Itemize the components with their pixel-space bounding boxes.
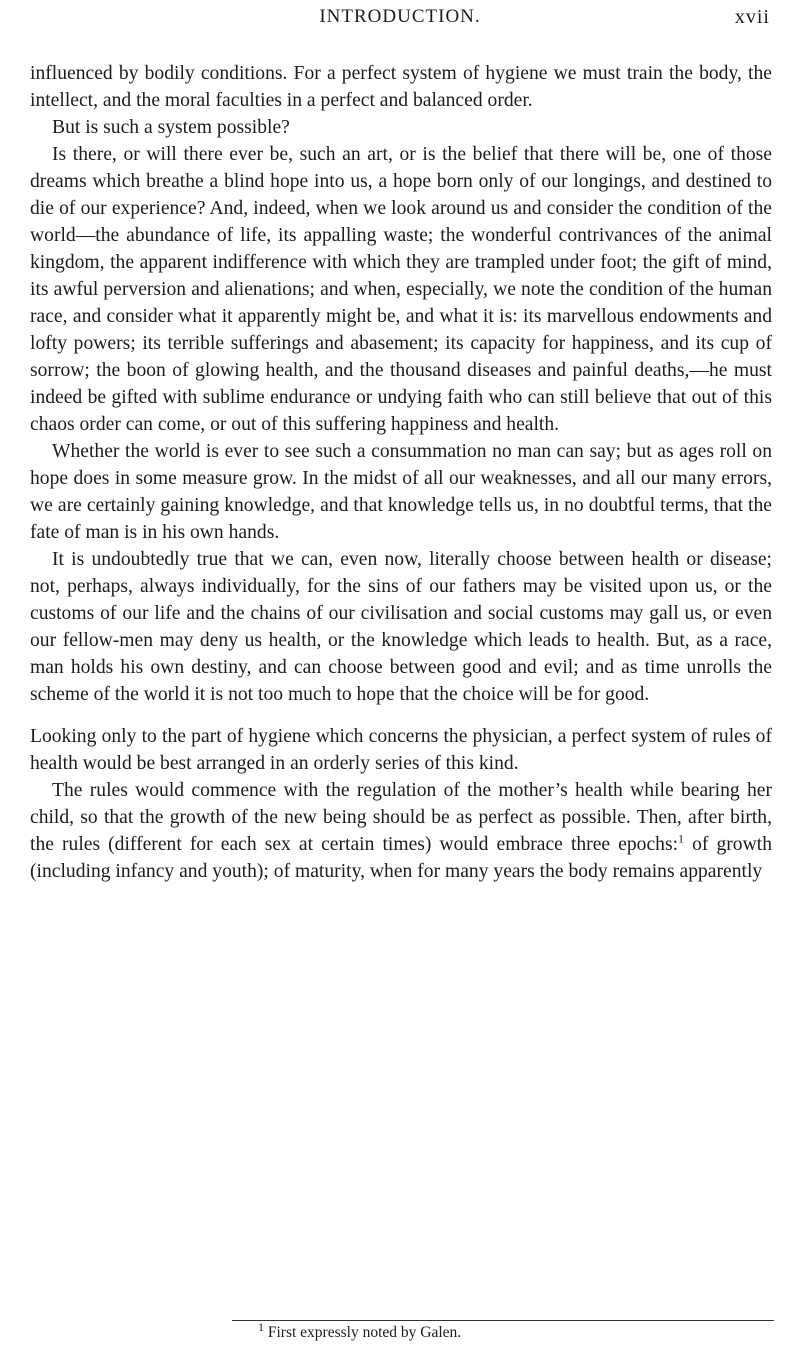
paragraph: influenced by bodily conditions. For a perfect system of hygiene we must train the body, the intellect, and the moral faculties in a perfect and balanced order. xyxy=(30,63,772,111)
page-number: xvii xyxy=(734,6,770,28)
paragraph: Is there, or will there ever be, such an art, or is the belief that there will be, one of those dreams which breathe a blind hope into us, a hope born only of our longings, and destined to die of our experience? And, indeed, when we look around us and consider the condition of the world—the abundance of life, its appalling waste; the wonderful contrivances of the animal kingdom, the apparent indifference with which they are trampled under foot; the gift of mind, its awful perversion and alienations; and when, especially, we note the condition of the human race, and consider what it apparently might be, and what it is: its marvellous endowments and lofty powers; its terrible sufferings and abasement; its capacity for happiness, and its cup of sorrow; the boon of glowing health, and the thousand diseases and painful deaths,—he must indeed be gifted with sublime endurance or undying faith who can still believe that out of this chaos order can come, or out of this suffering happiness and health. xyxy=(30,144,772,435)
footnote-marker: 1 xyxy=(258,1319,264,1334)
paragraph: Whether the world is ever to see such a consummation no man can say; but as ages roll on hope does in some measure grow. In the midst of all our weaknesses, and all our many errors, we are certainly gaining knowledge, and that knowledge tells us, in no doubtful terms, that the fate of man is in his own hands. xyxy=(30,441,772,543)
body-text xyxy=(30,60,772,885)
footnote xyxy=(258,1319,462,1342)
footnote-reference: 1 xyxy=(678,831,685,846)
paragraph: But is such a system possible? xyxy=(52,117,290,138)
page-header xyxy=(0,6,800,46)
paragraph-text: of growth (including infancy and youth); of maturity, when for many years the body remains apparently xyxy=(30,834,772,882)
footnote-rule xyxy=(232,1320,774,1321)
paragraph-text: The rules would commence with the regulation of the mother’s health while bearing her child, so that the growth of the new being should be as perfect as possible. Then, after birth, the rules (different for each sex at certain times) would embrace three epochs: xyxy=(30,780,772,855)
paragraph: Looking only to the part of hygiene which concerns the physician, a perfect system of rules of health would be best arranged in an orderly series of this kind. xyxy=(30,726,772,774)
running-title: INTRODUCTION. xyxy=(319,6,481,27)
paragraph: It is undoubtedly true that we can, even now, literally choose between health or disease; not, perhaps, always individually, for the sins of our fathers may be visited upon us, or the customs of our life and the chains of our civilisation and social customs may gall us, or even our fellow-men may deny us health, or the knowledge which leads to health. But, as a race, man holds his own destiny, and can choose between good and evil; and as time unrolls the scheme of the world it is not too much to hope that the choice will be for good. xyxy=(30,549,772,705)
paragraph xyxy=(30,777,772,885)
footnote-text: First expressly noted by Galen. xyxy=(267,1324,462,1341)
